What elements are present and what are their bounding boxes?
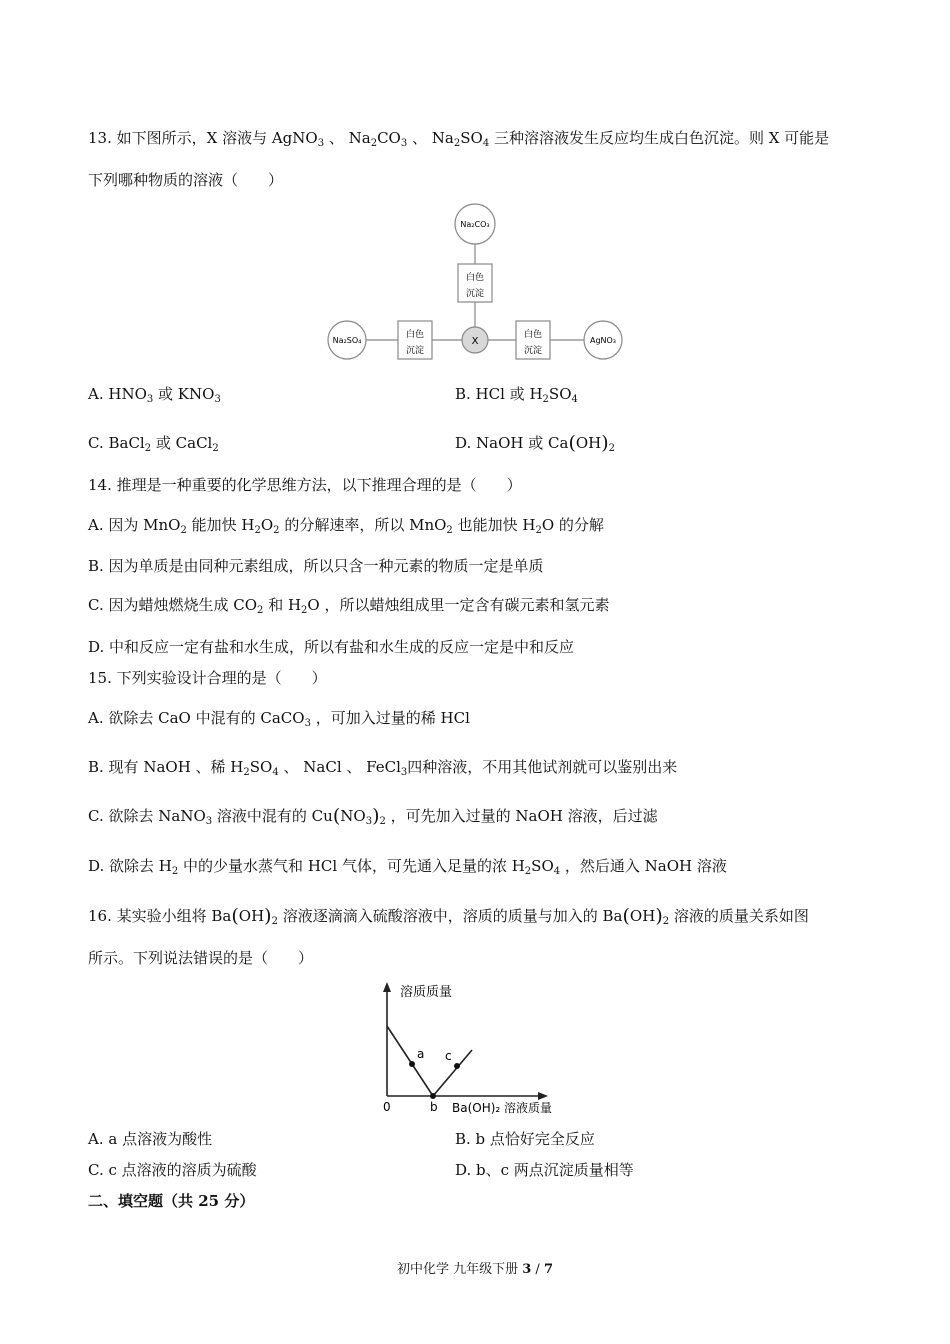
x-axis-arrow (538, 1092, 548, 1100)
q15-option-a: A. 欲除去 CaO 中混有的 CaCO$_3$ ，可加入过量的稀 HCl (88, 709, 470, 729)
point-c-label: c (445, 1049, 452, 1063)
q16-stem: 16. 某实验小组将 $Ba(OH)_2$ 溶液逐滴滴入硫酸溶液中，溶质的质量与加入的 $Ba(OH)_2$ 溶液的质量关系如图 (88, 905, 809, 927)
q13-option-a: A. $HNO_3$ 或 $KNO_3$ (88, 385, 221, 405)
q14-option-b: B. 因为单质是由同种元素组成，所以只含一种元素的物质一定是单质 (88, 557, 544, 575)
node-x-label: X (471, 336, 479, 347)
q16-option-c: C. c 点溶液的溶质为硫酸 (88, 1161, 257, 1179)
box-top-line2: 沉淀 (465, 289, 485, 299)
y-axis-arrow (383, 982, 391, 992)
q13-stem-line2: 下列哪种物质的溶液（ ） (88, 171, 284, 189)
point-b-label: b (430, 1100, 438, 1114)
q16-graph (370, 978, 580, 1120)
box-right-line2: 沉淀 (523, 346, 543, 356)
node-na2so4-label: Na₂SO₄ (332, 336, 362, 345)
node-na2co3-label: Na₂CO₃ (460, 220, 490, 229)
q15-option-d: D. 欲除去 $H_2$ 中的少量水蒸气和 HCl 气体，可先通入足量的浓 $H_2SO_4$ ，然后通入 NaOH 溶液 (88, 857, 727, 877)
q16-option-b: B. b 点恰好完全反应 (455, 1130, 595, 1148)
x-axis-label: Ba(OH)₂ 溶液质量 (452, 1101, 553, 1115)
q15-option-c: C. 欲除去 NaNO$_3$ 溶液中混有的 $Cu(NO_3)_2$ ，可先加入过量的 NaOH 溶液，后过滤 (88, 805, 658, 827)
q13-option-c: C. BaCl$_2$ 或 CaCl$_2$ (88, 434, 219, 454)
q14-stem: 14. 推理是一种重要的化学思维方法，以下推理合理的是（ ） (88, 476, 522, 494)
origin-label: 0 (383, 1100, 391, 1114)
q14-option-a: A. 因为 MnO$_2$ 能加快 $H_2O_2$ 的分解速率，所以 MnO$_2$ 也能加快 $H_2O$ 的分解 (88, 516, 604, 536)
box-top-line1: 白色 (465, 273, 485, 283)
q16-stem-line2: 所示。下列说法错误的是（ ） (88, 949, 314, 967)
point-c (454, 1063, 460, 1069)
q13-reaction-diagram (320, 200, 630, 365)
box-left-line1: 白色 (405, 330, 425, 340)
box-left-line2: 沉淀 (405, 346, 425, 356)
point-a (409, 1061, 415, 1067)
q14-option-d: D. 中和反应一定有盐和水生成，所以有盐和水生成的反应一定是中和反应 (88, 638, 575, 656)
node-agno3-label: AgNO₃ (589, 336, 617, 345)
y-axis-label: 溶质质量 (400, 985, 453, 1000)
q13-option-d: D. NaOH 或 $Ca(OH)_2$ (455, 432, 616, 454)
point-b (430, 1093, 436, 1099)
q14-option-c: C. 因为蜡烛燃烧生成 $CO_2$ 和 $H_2O$ ，所以蜡烛组成里一定含有碳元素和氢元素 (88, 596, 610, 616)
q16-option-d: D. b、c 两点沉淀质量相等 (455, 1161, 634, 1179)
q13-stem: 13. 如下图所示，X 溶液与 AgNO$_3$ 、 $Na_2CO_3$ 、 $Na_2SO_4$ 三种溶溶液发生反应均生成白色沉淀。则 X 可能是 (88, 129, 830, 149)
point-a-label: a (417, 1047, 425, 1061)
page-footer: 初中化学 九年级下册 3 / 7 (396, 1262, 553, 1277)
q16-option-a: A. a 点溶液为酸性 (88, 1130, 213, 1148)
box-right-line1: 白色 (523, 330, 543, 340)
curve (387, 1026, 472, 1096)
q13-option-b: B. HCl 或 $H_2SO_4$ (455, 385, 578, 405)
q15-stem: 15. 下列实验设计合理的是（ ） (88, 669, 327, 687)
q15-option-b: B. 现有 NaOH 、稀 $H_2SO_4$ 、 NaCl 、 FeCl$_3$四种溶液，不用其他试剂就可以鉴别出来 (88, 758, 678, 778)
section-2-heading: 二、填空题（共 25 分） (88, 1192, 255, 1210)
